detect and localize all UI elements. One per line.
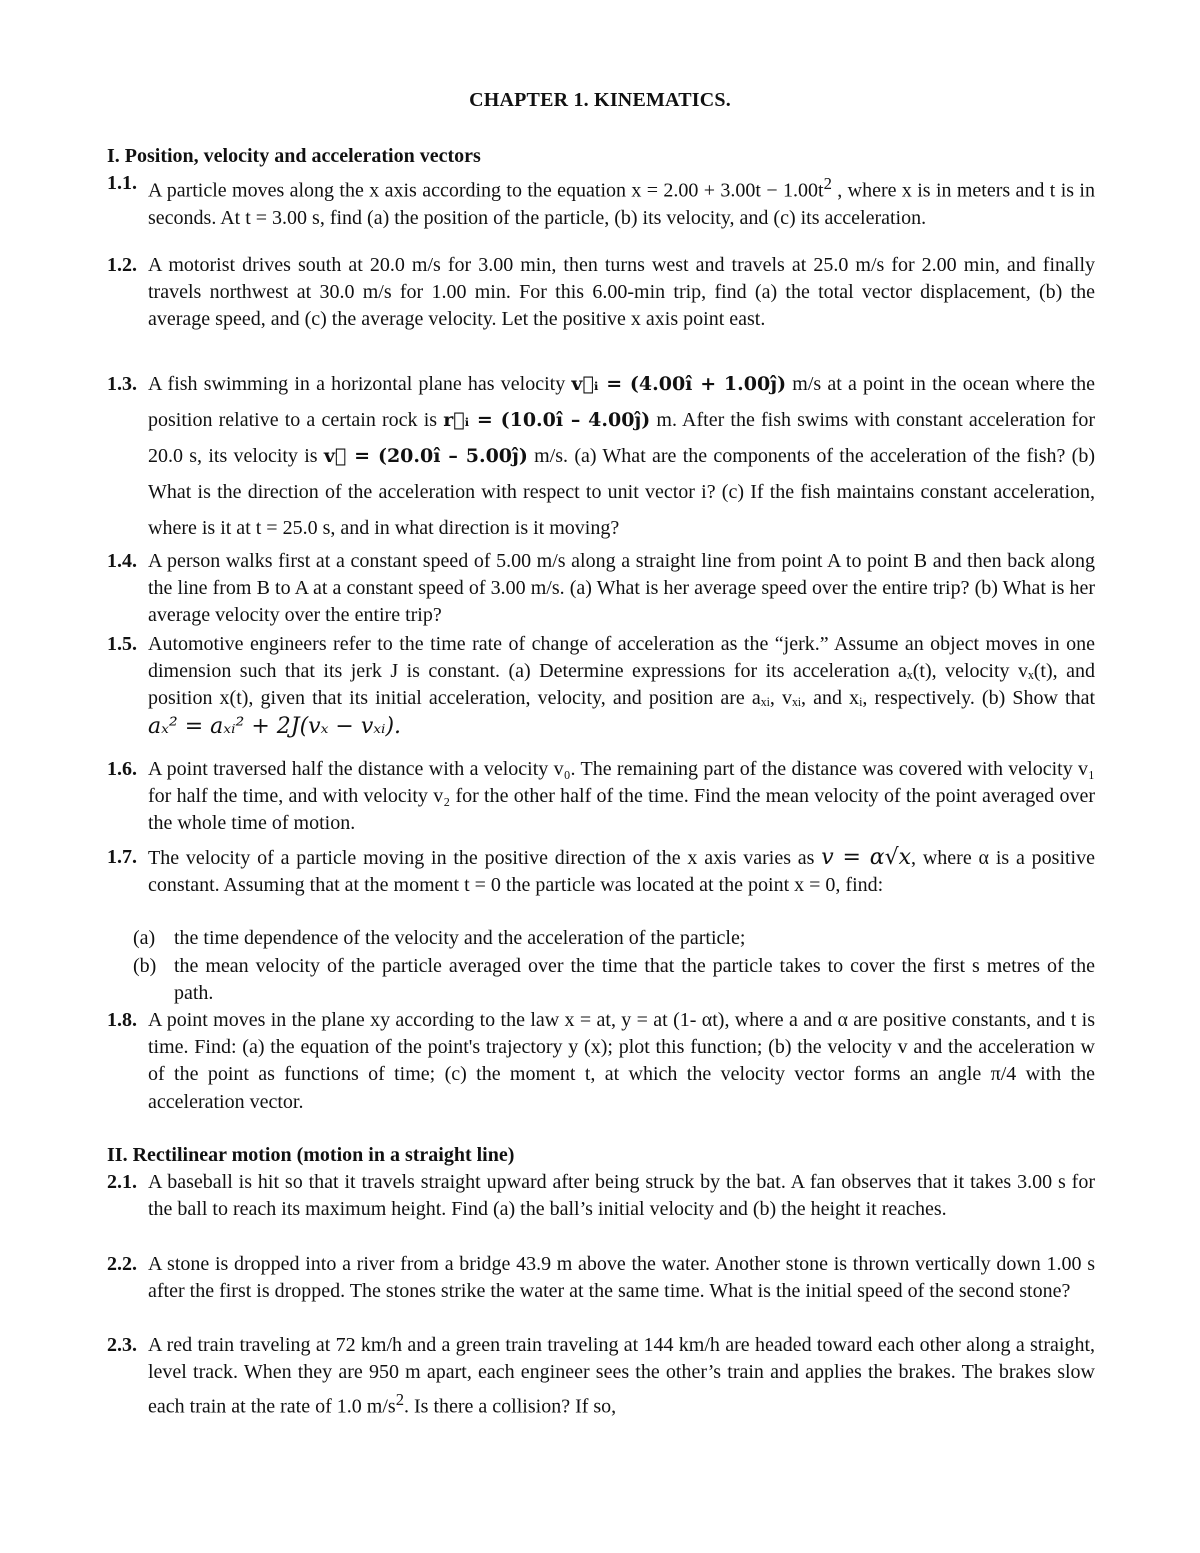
problem-text: A particle moves along the x axis according to the equation $x = 2.00 + 3.00t - 1.00t^2$ , where x is in meters and t is in seconds. At t = 3.00 s, find (a) the position of the particle, (b) its velocity, and (c) its acceleration. (148, 174, 1095, 229)
position-equation: r⃗ᵢ = (10.0î – 4.00ĵ) (443, 409, 651, 431)
velocity-law-equation: v = α√x (821, 845, 912, 870)
problem-number: 1.5. (107, 633, 137, 655)
problem-1-7-part-b (133, 953, 1095, 1007)
problem-text: A point traversed half the distance with a velocity v₀. The remaining part of the distance was covered with velocity v₁ for half the time, and with velocity v₂ for the other half of the time. Find the mean velocity of the point averaged over the whole time of motion. (148, 758, 1095, 835)
problem-text: A baseball is hit so that it travels straight upward after being struck by the bat. A fan observes that it takes 3.00 s for the ball to reach its maximum height. Find (a) the ball’s initial velocity and (b) the height it reaches. (148, 1171, 1095, 1221)
problem-1-6 (107, 756, 1095, 838)
problem-text: A red train traveling at 72 km/h and a green train traveling at 144 km/h are headed toward each other along a straight, level track. When they are 950 m apart, each engineer sees the other’s train and applies the brakes. The brakes slow each train at the rate of 1.0 $m/s^2$. Is there a collision? If so, (148, 1334, 1095, 1419)
problem-number: 2.1. (107, 1171, 137, 1193)
problem-1-5 (107, 631, 1095, 741)
problem-number: 1.4. (107, 550, 137, 572)
problem-text: A motorist drives south at 20.0 m/s for 3.00 min, then turns west and travels at 25.0 m/s for 2.00 min, and finally travels northwest at 30.0 m/s for 1.00 min. For this 6.00-min trip, find (a) the total vector displacement, (b) the average speed, and (c) the average velocity. Let the positive x axis point east. (148, 254, 1095, 331)
jerk-equation: aₓ² = aₓᵢ² + 2J(vₓ − vₓᵢ). (148, 713, 402, 739)
problem-1-8 (107, 1007, 1095, 1116)
part-label: (a) (133, 927, 156, 949)
problem-number: 1.2. (107, 254, 137, 276)
problem-2-1 (107, 1169, 1095, 1223)
part-label: (b) (133, 955, 157, 977)
problem-number: 1.3. (107, 373, 137, 395)
chapter-title: CHAPTER 1. KINEMATICS. (469, 89, 731, 111)
final-velocity-equation: v⃗ = (20.0î – 5.00ĵ) (323, 445, 528, 467)
problem-text: Automotive engineers refer to the time rate of change of acceleration as the “jerk.” Assume an object moves in one dimension such that its jerk J is constant. (a) Determine expressions for its acceleration aₓ(t), velocity vₓ(t), and position x(t), given that its initial acceleration, velocity, and position are aₓᵢ, vₓᵢ, and xᵢ, respectively. (b) Show that aₓ² = aₓᵢ² + 2J(vₓ − vₓᵢ). (148, 633, 1095, 739)
problem-number: 1.6. (107, 758, 137, 780)
problem-number: 2.3. (107, 1334, 137, 1356)
problem-number: 1.1. (107, 172, 137, 194)
problem-number: 1.7. (107, 846, 137, 868)
problem-text: A fish swimming in a horizontal plane has velocity v⃗ᵢ = (4.00î + 1.00ĵ) m/s at a point in the ocean where the position relative to a certain rock is r⃗ᵢ = (10.0î – 4.00ĵ) m. After the fish swims with constant acceleration for 20.0 s, its velocity is v⃗ = (20.0î – 5.00ĵ) m/s. (a) What are the components of the acceleration of the fish? (b) What is the direction of the acceleration with respect to unit vector i? (c) If the fish maintains constant acceleration, where is it at t = 25.0 s, and in what direction is it moving? (148, 373, 1095, 539)
problem-text: A person walks first at a constant speed of 5.00 m/s along a straight line from point A to point B and then back along the line from B to A at a constant speed of 3.00 m/s. (a) What is her average speed over the entire trip? (b) What is her average velocity over the entire trip? (148, 550, 1095, 627)
problem-1-4 (107, 548, 1095, 630)
problem-number: 1.8. (107, 1009, 137, 1031)
problem-text: The velocity of a particle moving in the positive direction of the x axis varies as v = α√x, where α is a positive constant. Assuming that at the moment t = 0 the particle was located at the point x = 0, find: (148, 845, 1095, 897)
problem-1-1 (107, 170, 1095, 232)
section-heading-2: II. Rectilinear motion (motion in a straight line) (107, 1144, 515, 1166)
problem-text: A stone is dropped into a river from a bridge 43.9 m above the water. Another stone is thrown vertically down 1.00 s after the first is dropped. The stones strike the water at the same time. What is the initial speed of the second stone? (148, 1253, 1095, 1303)
problem-number: 2.2. (107, 1253, 137, 1275)
part-text: the time dependence of the velocity and the acceleration of the particle; (174, 927, 746, 949)
section-heading-1: I. Position, velocity and acceleration vectors (107, 145, 481, 167)
problem-1-7-part-a (133, 925, 1095, 952)
part-text: the mean velocity of the particle averaged over the time that the particle takes to cover the first s metres of the path. (174, 955, 1095, 1005)
problem-text: A point moves in the plane xy according to the law x = at, y = at (1- αt), where a and α are positive constants, and t is time. Find: (a) the equation of the point's trajectory y (x); plot this function; (b) the velocity v and the acceleration w of the point as functions of time; (c) the moment t, at which the velocity vector forms an angle π/4 with the acceleration vector. (148, 1009, 1095, 1113)
problem-1-7 (107, 844, 1095, 899)
problem-2-2 (107, 1251, 1095, 1305)
velocity-equation: v⃗ᵢ = (4.00î + 1.00ĵ) (571, 373, 787, 395)
problem-1-3 (107, 366, 1095, 546)
problem-1-2 (107, 252, 1095, 334)
problem-2-3 (107, 1332, 1095, 1421)
